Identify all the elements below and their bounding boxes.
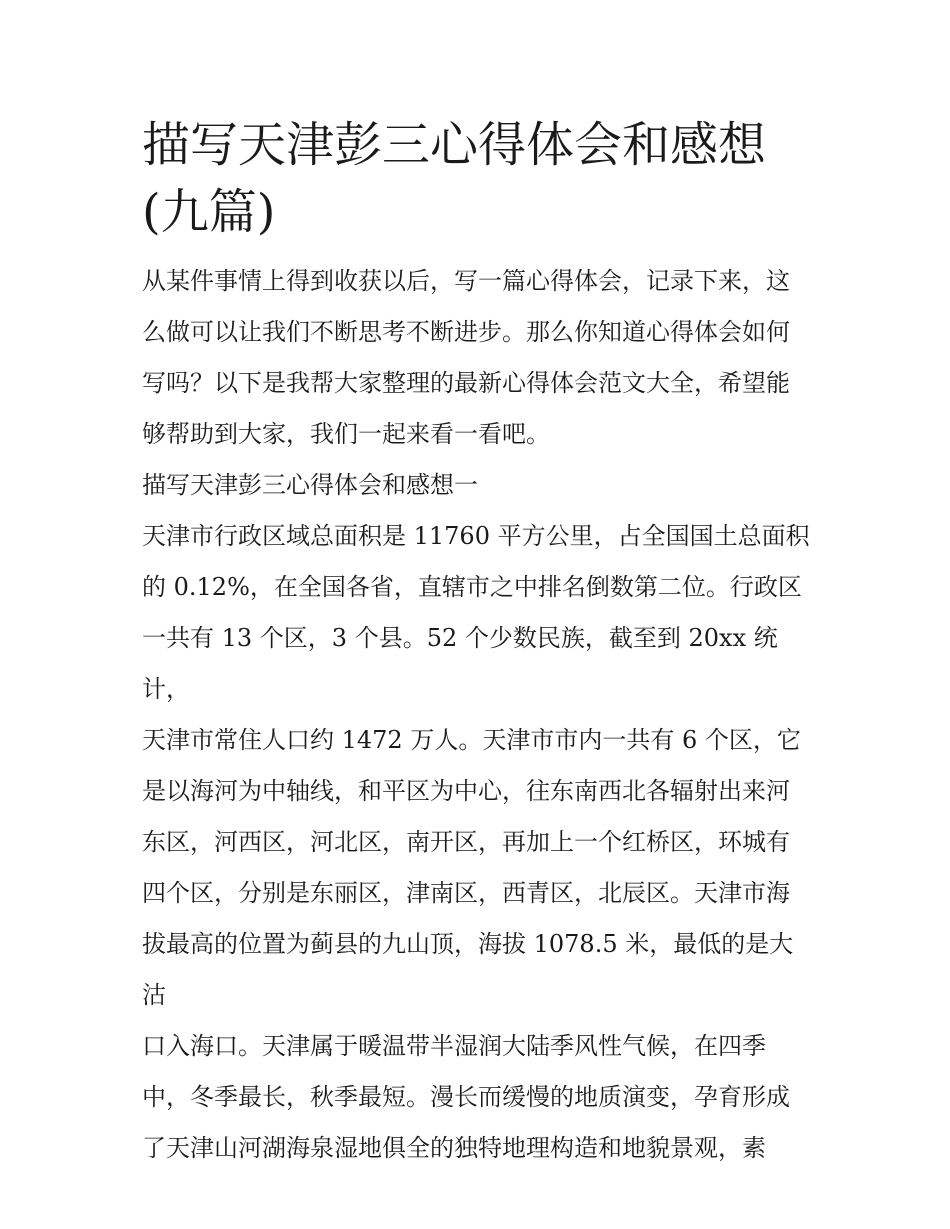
- title-line: (九篇): [142, 184, 276, 240]
- text-line: 东区，河西区，河北区，南开区，再加上一个红桥区，环城有: [142, 828, 790, 856]
- text-line: 一共有 13 个区，3 个县。52 个少数民族，截至到 20xx 统计，: [142, 624, 778, 703]
- text-line: 口入海口。天津属于暖温带半湿润大陆季风性气候，在四季: [142, 1032, 766, 1060]
- text-line: 中，冬季最长，秋季最短。漫长而缓慢的地质演变，孕育形成: [142, 1083, 790, 1111]
- text-line: 从某件事情上得到收获以后，写一篇心得体会，记录下来，这: [142, 267, 790, 295]
- text-line: 四个区，分别是东丽区，津南区，西青区，北辰区。天津市海: [142, 879, 790, 907]
- title-line: 描写天津彭三心得体会和感想: [142, 117, 767, 173]
- text-line: 天津市常住人口约 1472 万人。天津市市内一共有 6 个区，它: [142, 726, 801, 754]
- intro-paragraph: [142, 256, 810, 460]
- text-line: 写吗？以下是我帮大家整理的最新心得体会范文大全，希望能: [142, 369, 790, 397]
- text-line: 够帮助到大家，我们一起来看一看吧。: [142, 420, 550, 448]
- text-line: 么做可以让我们不断思考不断进步。那么你知道心得体会如何: [142, 318, 790, 346]
- section-paragraph: [142, 511, 810, 1174]
- section-heading: 描写天津彭三心得体会和感想一: [142, 471, 478, 499]
- text-line: 天津市行政区域总面积是 11760 平方公里，占全国国土总面积: [142, 522, 810, 550]
- text-line: 拔最高的位置为蓟县的九山顶，海拔 1078.5 米，最低的是大沽: [142, 930, 794, 1009]
- document-title: [142, 112, 810, 246]
- text-line: 是以海河为中轴线，和平区为中心，往东南西北各辐射出来河: [142, 777, 790, 805]
- text-line: 了天津山河湖海泉湿地俱全的独特地理构造和地貌景观，素: [142, 1134, 766, 1162]
- text-line: 的 0.12%，在全国各省，直辖市之中排名倒数第二位。行政区: [142, 573, 802, 601]
- document-content: [142, 112, 810, 1174]
